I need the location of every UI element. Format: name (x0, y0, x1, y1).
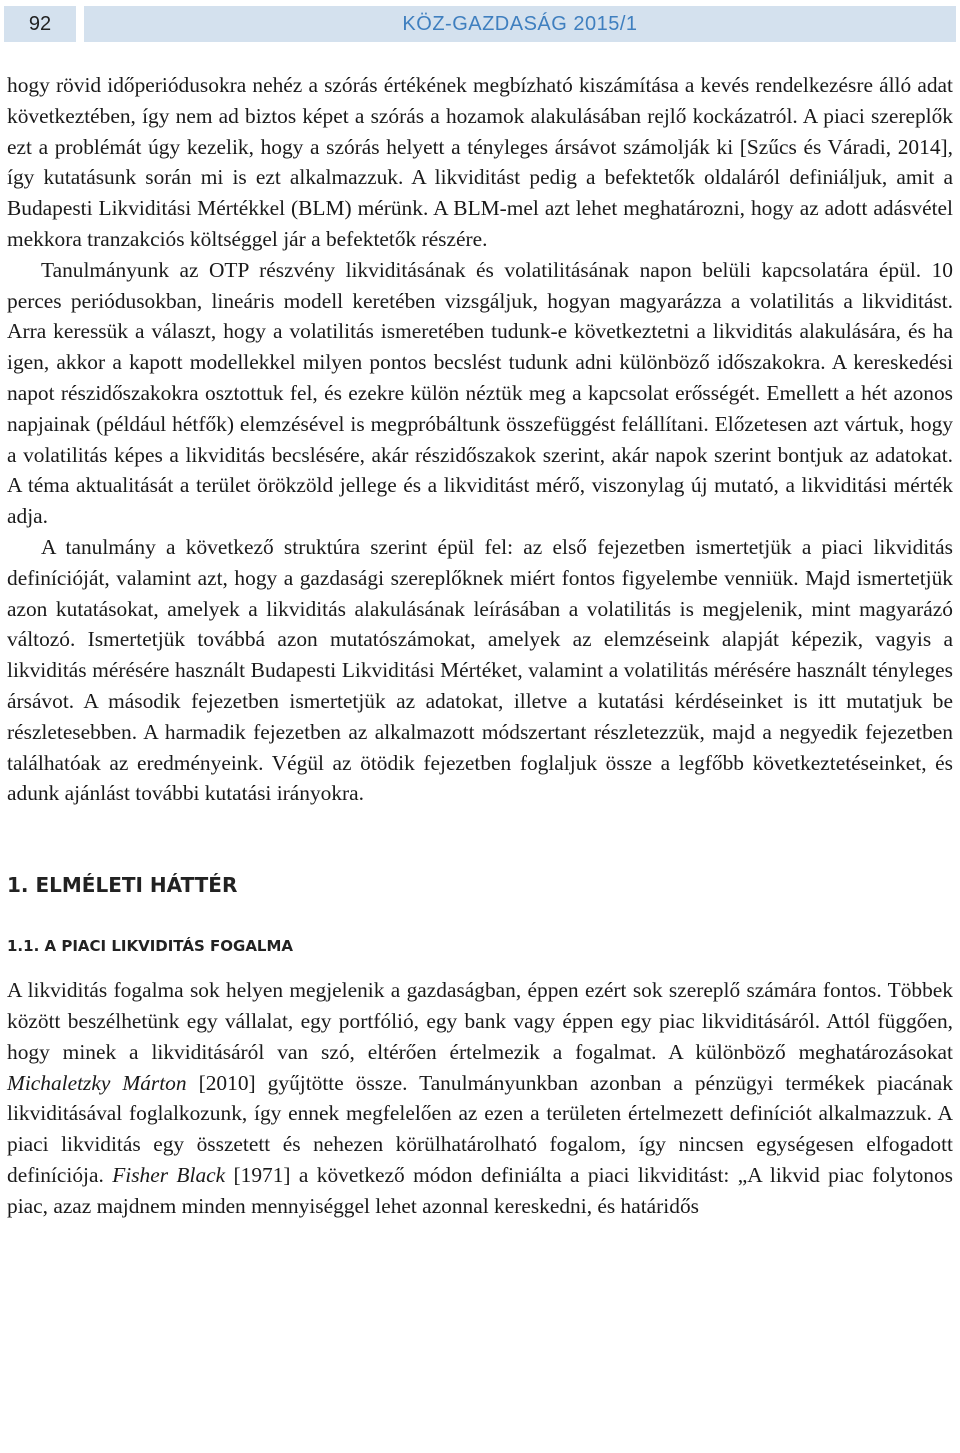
page-header (4, 6, 956, 42)
paragraph-text: A likviditás fogalma sok helyen megjelenik a gazdaságban, éppen ezért sok szereplő számára fontos. Többek között beszélhetünk egy vállalat, egy portfólió, egy bank vagy éppen egy piac likviditásáról. Attól függően, hogy minek a likviditásáról van szó, eltérően értelmezik a fogalmat. A különböző meghatározásokat (7, 978, 953, 1064)
section-heading: 1. ELMÉLETI HÁTTÉR (7, 873, 238, 898)
author-citation: Michaletzky Márton (7, 1070, 187, 1095)
body-paragraph-4 (7, 975, 953, 1218)
body-paragraph-3: A tanulmány a következő struktúra szerint épül fel: az első fejezetben ismertetjük a piaci likviditás definícióját, valamint azt, hogy a gazdasági szereplőknek miért fontos figyelembe venniük. Majd ismertetjük azon kutatásokat, amelyek a likviditás alakulásának leírásában a volatilitás is megjelenik, mint magyarázó változó. Ismertetjük továbbá azon mutatószámokat, amelyek az elemzéseink alapját képezik, vagyis a likviditás mérésére használt Budapesti Likviditási Mértéket, valamint a volatilitás mérésére használt tényleges ársávot. A második fejezetben ismertetjük az adatokat, illetve a kutatási kérdéseinket is itt mutatjuk be részletesebben. A harmadik fejezetben az alkalmazott módszertant részletezzük, majd a negyedik fejezetben találhatóak az eredményeink. Végül az ötödik fejezetben foglaljuk össze a legfőbb következtetéseinket, és adunk ajánlást további kutatási irányokra. (7, 534, 953, 806)
author-citation: Fisher Black (112, 1162, 226, 1187)
paragraph-text: [1971] a következő módon definiálta a piaci likviditást: „A likvid piac folytonos piac, azaz majdnem minden mennyiséggel lehet azonnal kereskedni, és határidős (7, 1162, 953, 1218)
page-number: 92 (4, 6, 76, 42)
article-body (7, 70, 953, 1218)
paragraph-text: [2010] gyűjtötte össze. Tanulmányunkban azonban a pénzügyi termékek piacának likviditásával foglalkozunk, így ennek megfelelően az ezen a területen értelmezett definíciót alkalmazzuk. A piaci likviditás egy összetett és nehezen körülhatárolható fogalom, így nincsen egységesen elfogadott definíciója. (7, 1070, 953, 1187)
body-paragraph-1: hogy rövid időperiódusokra nehéz a szórás értékének megbízható kiszámítása a kevés rendelkezésre álló adat következtében, így nem ad biztos képet a szórás a hozamok alakulásában rejlő kockázatról. A piaci szereplők ezt a problémát úgy kezelik, hogy a szórás helyett a tényleges ársávot számolják ki [Szűcs és Váradi, 2014], így kutatásunk során mi is ezt alkalmazzuk. A likviditást pedig a befektetők oldaláról definiáljuk, amit a Budapesti Likviditási Mértékkel (BLM) mérünk. A BLM-mel azt lehet meghatározni, hogy az adott adásvétel mekkora tranzakciós költséggel jár a befektetők részére. (7, 73, 953, 251)
body-paragraph-2: Tanulmányunk az OTP részvény likviditásának és volatilitásának napon belüli kapcsolatára épül. 10 perces periódusokban, lineáris modell keretében vizsgáljuk, hogyan magyarázza a volatilitás a likviditást. Arra keressük a választ, hogy a volatilitás ismeretében tudunk-e következtetni a likviditás alakulására, és ha igen, akkor a kapott modellekkel milyen pontos becslést tudunk adni különböző időszakokra. A kereskedési napot részidőszakokra osztottuk fel, és ezekre külön néztük meg a kapcsolat erősségét. Emellett a hét azonos napjainak (például hétfők) elemzésével is megpróbáltunk összefüggést felállítani. Előzetesen azt vártuk, hogy a volatilitás képes a likviditás becslésére, akár részidőszakok szerint, akár napok szerint bontjuk az adatokat. A téma aktualitását a terület örökzöld jellege és a likviditást mérő, viszonylag új mutató, a likviditási mérték adja. (7, 257, 953, 529)
journal-title: KÖZ-GAZDASÁG 2015/1 (84, 6, 956, 42)
subsection-heading: 1.1. A PIACI LIKVIDITÁS FOGALMA (7, 937, 294, 956)
